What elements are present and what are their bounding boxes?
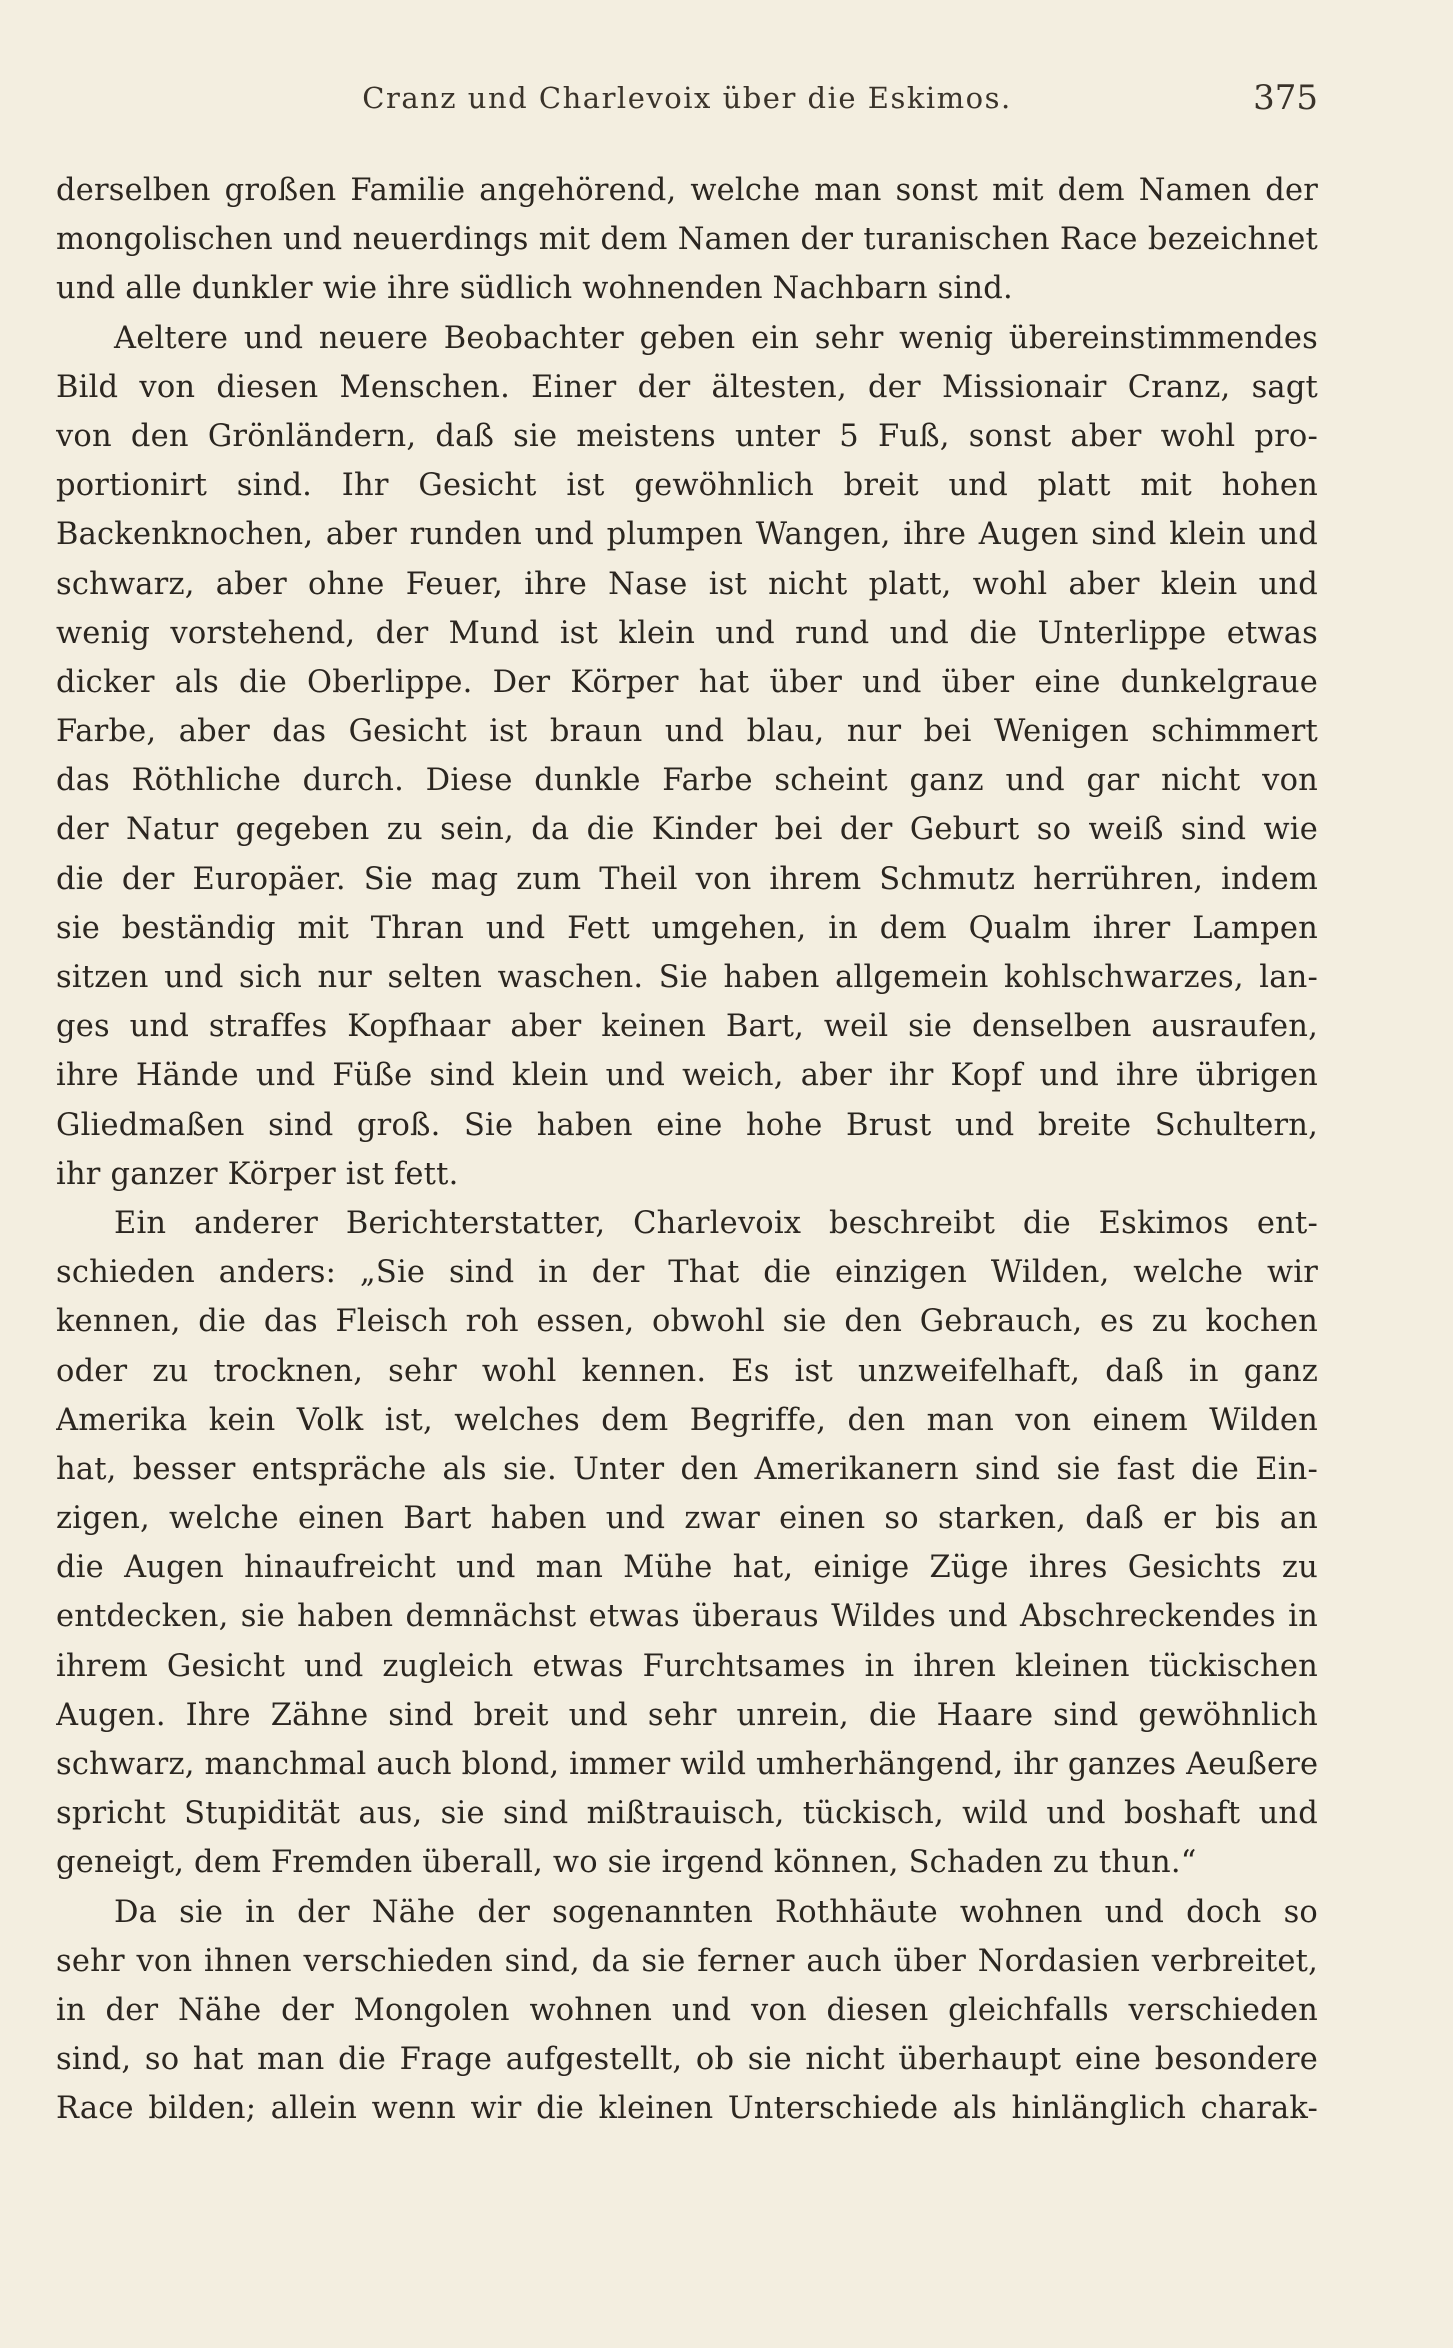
text-line: Race bilden; allein wenn wir die kleinen Unterschiede als hinlänglich charak- xyxy=(56,2091,1318,2127)
text-line: Backenknochen, aber runden und plumpen Wangen, ihre Augen sind klein und xyxy=(56,517,1318,553)
text-line: schieden anders: „Sie sind in der That die einzigen Wilden, welche wir xyxy=(56,1255,1318,1291)
text-line: geneigt, dem Fremden überall, wo sie irgend können, Schaden zu thun.“ xyxy=(56,1845,1197,1881)
text-line: kennen, die das Fleisch roh essen, obwohl sie den Gebrauch, es zu kochen xyxy=(56,1304,1318,1340)
text-line: oder zu trocknen, sehr wohl kennen. Es ist unzweifelhaft, daß in ganz xyxy=(56,1353,1318,1389)
text-line: ges und straffes Kopfhaar aber keinen Bart, weil sie denselben ausraufen, xyxy=(56,1009,1318,1045)
text-line: portionirt sind. Ihr Gesicht ist gewöhnlich breit und platt mit hohen xyxy=(56,468,1318,504)
paragraph-start: Da sie in der Nähe der sogenannten Rothhäute wohnen und doch so xyxy=(114,1894,1318,1930)
text-line: zigen, welche einen Bart haben und zwar einen so starken, daß er bis an xyxy=(56,1501,1318,1537)
text-line: die Augen hinaufreicht und man Mühe hat, einige Züge ihres Gesichts zu xyxy=(56,1550,1318,1586)
text-line: schwarz, aber ohne Feuer, ihre Nase ist nicht platt, wohl aber klein und xyxy=(56,566,1318,602)
text-line: die der Europäer. Sie mag zum Theil von ihrem Schmutz herrühren, indem xyxy=(56,861,1318,897)
paragraph-start: Ein anderer Berichterstatter, Charlevoix beschreibt die Eskimos ent- xyxy=(114,1205,1318,1241)
text-line: sitzen und sich nur selten waschen. Sie haben allgemein kohlschwarzes, lan- xyxy=(56,960,1318,995)
text-line: und alle dunkler wie ihre südlich wohnenden Nachbarn sind. xyxy=(56,271,1013,307)
text-line: das Röthliche durch. Diese dunkle Farbe scheint ganz und gar nicht von xyxy=(56,763,1318,799)
running-head: Cranz und Charlevoix über die Eskimos. xyxy=(362,81,1012,115)
text-line: Bild von diesen Menschen. Einer der ältesten, der Missionair Cranz, sagt xyxy=(56,369,1318,405)
text-line: Amerika kein Volk ist, welches dem Begriffe, den man von einem Wilden xyxy=(56,1402,1318,1438)
page-header xyxy=(56,76,1318,120)
text-line: ihr ganzer Körper ist fett. xyxy=(56,1156,459,1192)
text-line: von den Grönländern, daß sie meistens unter 5 Fuß, sonst aber wohl pro- xyxy=(56,418,1318,454)
text-line: hat, besser entspräche als sie. Unter den Amerikanern sind sie fast die Ein- xyxy=(56,1451,1318,1487)
text-line: Farbe, aber das Gesicht ist braun und blau, nur bei Wenigen schimmert xyxy=(56,714,1318,750)
body-text xyxy=(56,166,1318,2134)
text-line: sind, so hat man die Frage aufgestellt, ob sie nicht überhaupt eine besondere xyxy=(56,2042,1318,2078)
text-line: derselben großen Familie angehörend, welche man sonst mit dem Namen der xyxy=(56,173,1318,208)
text-line: spricht Stupidität aus, sie sind mißtrauisch, tückisch, wild und boshaft und xyxy=(56,1796,1318,1832)
text-line: Gliedmaßen sind groß. Sie haben eine hohe Brust und breite Schultern, xyxy=(56,1107,1318,1143)
text-line: ihre Hände und Füße sind klein und weich, aber ihr Kopf und ihre übrigen xyxy=(56,1058,1318,1094)
text-line: Augen. Ihre Zähne sind breit und sehr unrein, die Haare sind gewöhnlich xyxy=(56,1697,1318,1733)
text-line: entdecken, sie haben demnächst etwas überaus Wildes und Abschreckendes in xyxy=(56,1599,1318,1635)
paragraph-start: Aeltere und neuere Beobachter geben ein sehr wenig übereinstimmendes xyxy=(114,320,1318,356)
text-line: sehr von ihnen verschieden sind, da sie ferner auch über Nordasien verbreitet, xyxy=(56,1943,1318,1979)
text-line: der Natur gegeben zu sein, da die Kinder bei der Geburt so weiß sind wie xyxy=(56,812,1318,848)
text-line: ihrem Gesicht und zugleich etwas Furchtsames in ihren kleinen tückischen xyxy=(56,1648,1318,1684)
text-line: in der Nähe der Mongolen wohnen und von diesen gleichfalls verschieden xyxy=(56,1992,1318,2028)
text-line: dicker als die Oberlippe. Der Körper hat über und über eine dunkelgraue xyxy=(56,664,1318,700)
text-line: schwarz, manchmal auch blond, immer wild umherhängend, ihr ganzes Aeußere xyxy=(56,1747,1318,1782)
text-line: mongolischen und neuerdings mit dem Namen der turanischen Race bezeichnet xyxy=(56,222,1318,258)
text-line: wenig vorstehend, der Mund ist klein und rund und die Unterlippe etwas xyxy=(56,615,1318,651)
text-line: sie beständig mit Thran und Fett umgehen, in dem Qualm ihrer Lampen xyxy=(56,910,1318,946)
page-number: 375 xyxy=(1253,78,1318,118)
